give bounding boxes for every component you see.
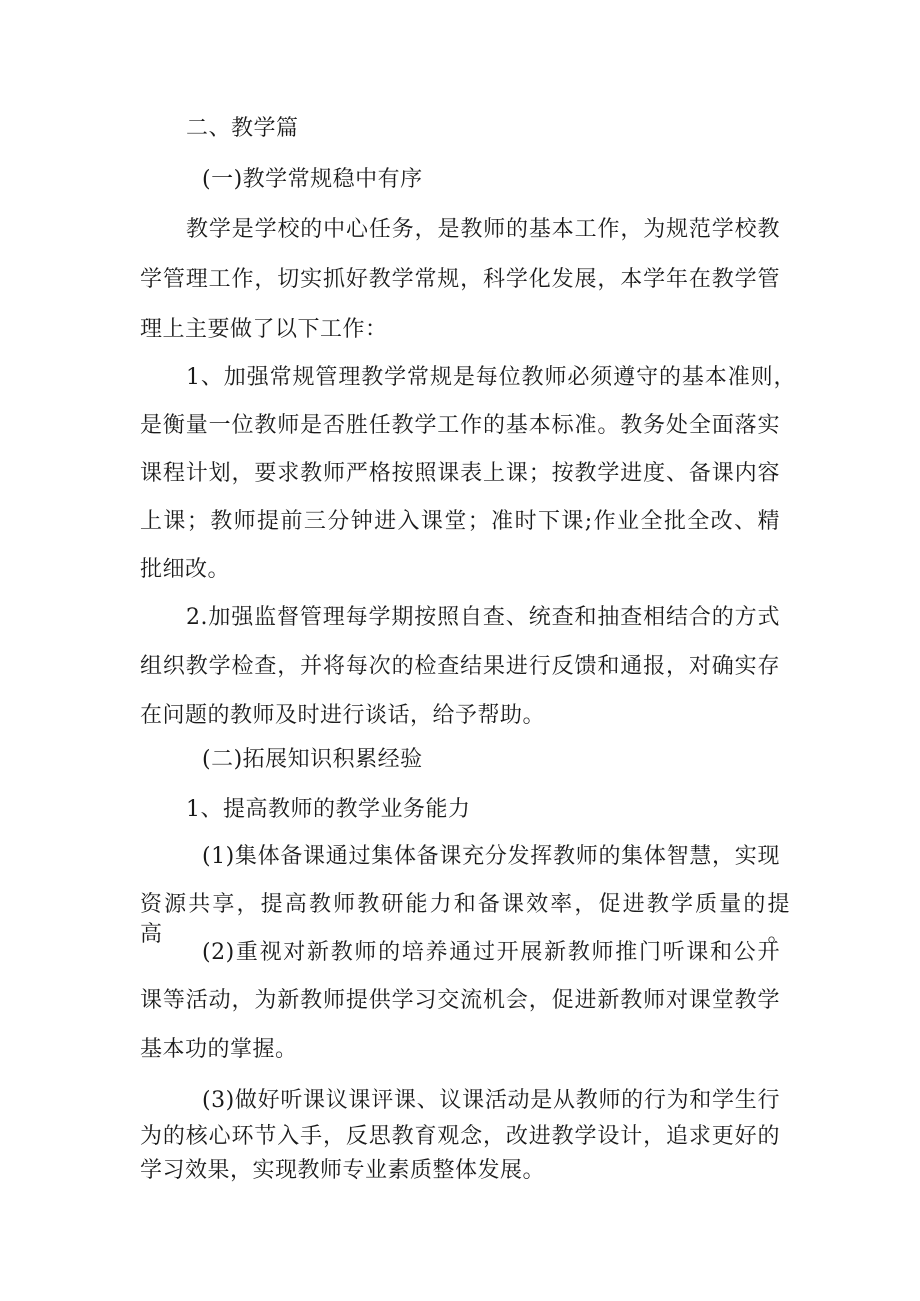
paragraph-line: 组织教学检查，并将每次的检查结果进行反馈和通报，对确实存	[140, 654, 780, 679]
item-heading: 1、提高教师的教学业务能力	[186, 797, 471, 822]
paragraph-line: 教学是学校的中心任务，是教师的基本工作，为规范学校教	[186, 217, 780, 242]
subsection-title-2: (二)拓展知识积累经验	[202, 747, 423, 772]
paragraph-line: 是衡量一位教师是否胜任教学工作的基本标准。教务处全面落实	[140, 413, 780, 438]
paragraph-line: 基本功的掌握。	[140, 1037, 298, 1062]
paragraph-line: (3)做好听课议课评课、议课活动是从教师的行为和学生行	[202, 1088, 780, 1113]
paragraph-line: 2.加强监督管理每学期按照自查、统查和抽查相结合的方式	[186, 605, 780, 630]
paragraph-line: 资源共享，提高教师教研能力和备课效率，促进教学质量的提高。	[140, 892, 790, 947]
paragraph-line: 理上主要做了以下工作：	[140, 317, 388, 342]
paragraph-line: (1)集体备课通过集体备课充分发挥教师的集体智慧，实现	[202, 844, 780, 869]
paragraph-line: 在问题的教师及时进行谈话，给予帮助。	[140, 703, 546, 728]
paragraph-line: 为的核心环节入手，反思教育观念，改进教学设计，追求更好的	[140, 1124, 780, 1149]
paragraph-line: 上课；教师提前三分钟进入课堂；准时下课;作业全批全改、精	[140, 509, 780, 534]
paragraph-line: (2)重视对新教师的培养通过开展新教师推门听课和公开	[202, 940, 780, 965]
paragraph-line: 学管理工作，切实抓好教学常规，科学化发展，本学年在教学管	[140, 267, 780, 292]
paragraph-line: 课程计划，要求教师严格按照课表上课；按教学进度、备课内容	[140, 461, 780, 486]
paragraph-line: 课等活动，为新教师提供学习交流机会，促进新教师对课堂教学	[140, 988, 780, 1013]
paragraph-line: 批细改。	[140, 557, 231, 582]
paragraph-line: 学习效果，实现教师专业素质整体发展。	[140, 1158, 546, 1183]
section-title: 二、教学篇	[186, 116, 299, 141]
subsection-title-1: (一)教学常规稳中有序	[202, 167, 423, 192]
paragraph-line: 1、加强常规管理教学常规是每位教师必须遵守的基本准则，	[186, 365, 796, 390]
